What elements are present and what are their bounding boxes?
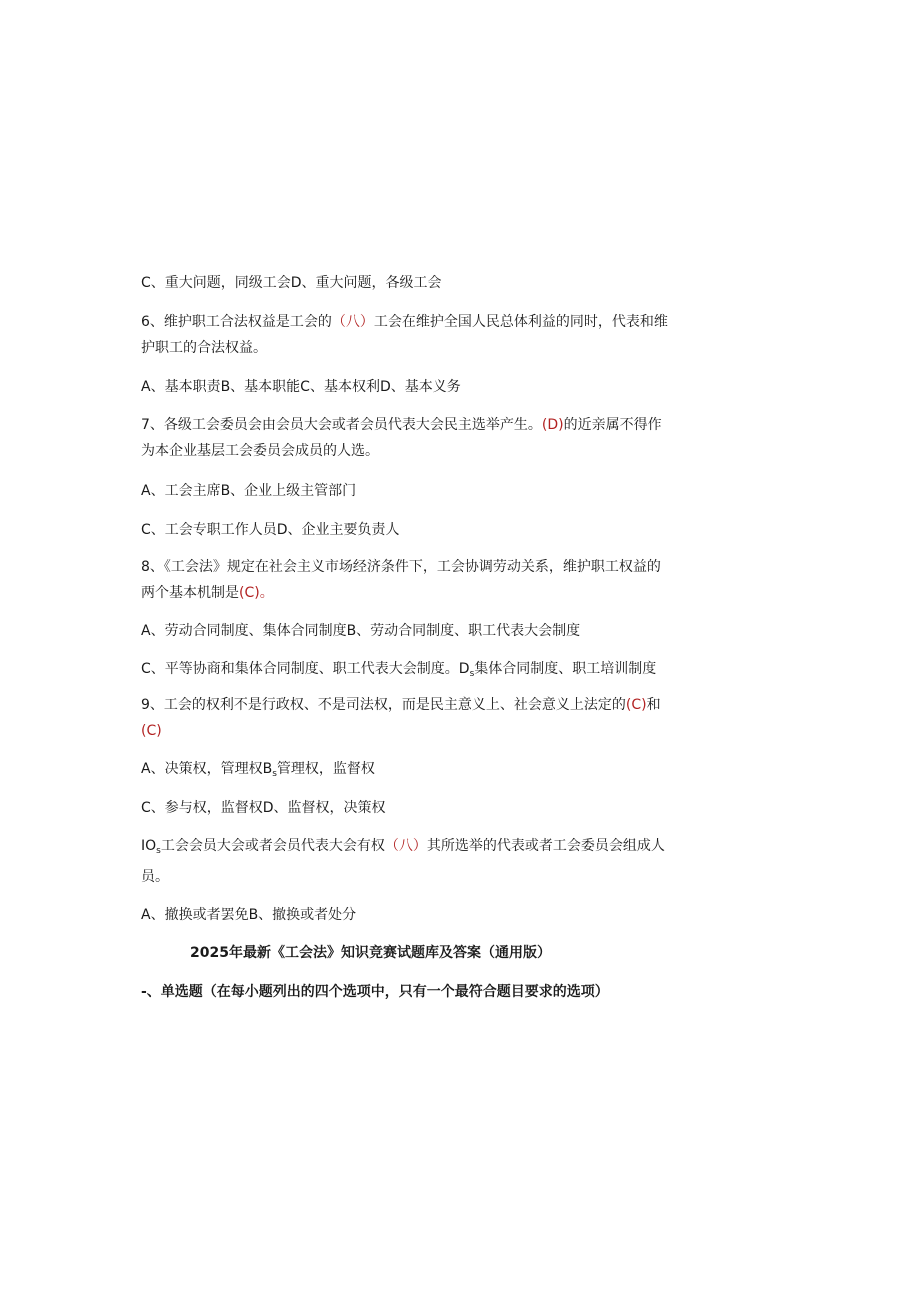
option-line: A、工会主席B、企业上级主管部门 <box>141 483 357 499</box>
question-7: 7、各级工会委员会由会员大会或者会员代表大会民主选举产生。(D)的近亲属不得作 为本企业基层工会委员会成员的人选。 <box>141 417 662 459</box>
section-title: -、单选题（在每小题列出的四个选项中，只有一个最符合题目要求的选项） <box>141 984 609 1000</box>
option-line: A、基本职责B、基本职能C、基本权利D、基本义务 <box>141 379 461 395</box>
answer-mark: (C)。 <box>239 585 274 601</box>
answer-mark: （八） <box>384 838 427 854</box>
option-line: C、重大问题，同级工会D、重大问题，各级工会 <box>141 275 442 291</box>
answer-mark: (C) <box>625 697 647 713</box>
answer-mark: (C) <box>141 723 162 739</box>
question-10: $IO_s$工会会员大会或者会员代表大会有权（八）其所选举的代表或者工会委员会组成人 员。 <box>141 838 665 885</box>
question-8: 8、《工会法》规定在社会主义市场经济条件下，工会协调劳动关系，维护职工权益的 两个基本机制是(C)。 <box>141 559 661 601</box>
question-9: 9、工会的权利不是行政权、不是司法权，而是民主意义上、社会意义上法定的(C)和 (C) <box>141 697 661 739</box>
document-heading: 2025年最新《工会法》知识竞赛试题库及答案（通用版） <box>190 945 551 961</box>
option-line: A、决策权，管理权$B_s$管理权，监督权 <box>141 761 375 779</box>
option-line: A、撤换或者罢免B、撤换或者处分 <box>141 907 357 923</box>
answer-mark: (D) <box>541 417 564 433</box>
option-line: C、平等协商和集体合同制度、职工代表大会制度。$D_s$集体合同制度、职工培训制度 <box>141 661 657 679</box>
answer-mark: （八） <box>331 314 374 330</box>
option-line: C、参与权，监督权D、监督权，决策权 <box>141 800 386 816</box>
option-line: C、工会专职工作人员D、企业主要负责人 <box>141 522 400 538</box>
option-line: A、劳动合同制度、集体合同制度B、劳动合同制度、职工代表大会制度 <box>141 623 581 639</box>
question-6: 6、维护职工合法权益是工会的（八）工会在维护全国人民总体利益的同时，代表和维 护职工的合法权益。 <box>141 314 668 356</box>
